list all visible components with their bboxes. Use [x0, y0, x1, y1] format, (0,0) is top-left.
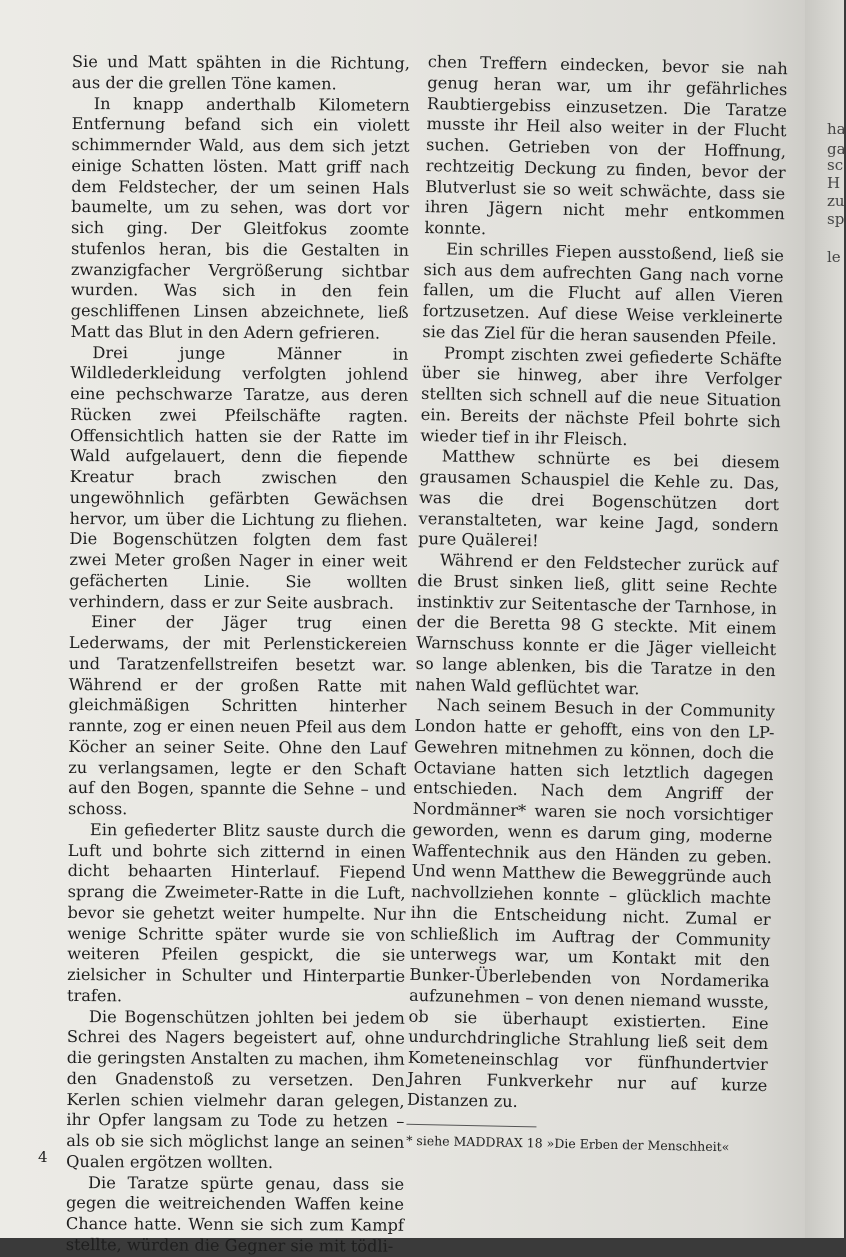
- paragraph: Während er den Feldstecher zurück auf die Brust sinken ließ, glitt seine Rechte instinktiv zur Seitentasche der Tarnhose, in der die Beretta 98 G steckte. Mit einem Warnschuss konnte er die Jäger vielleicht so lange ablenken, bis die Taratze in den nahen Wald geflüchtet war.: [415, 550, 778, 698]
- paragraph: Die Bogenschützen johlten bei jedem Schrei des Nagers begeistert auf, ohne die geringsten Anstalten zu machen, ihm den Gnadenstoß zu versetzen. Den Kerlen schien vielmehr daran gelegen, ihr Opfer langsam zu Tode zu hetzen – als ob sie sich möglichst lange an seinen Qualen ergötzen wollten.: [66, 1006, 405, 1172]
- next-page-fragment: le: [827, 248, 841, 266]
- paragraph: Matthew schnürte es bei diesem grausamen Schauspiel die Kehle zu. Das, was die drei Bogenschützen dort veranstalteten, war keine Jagd, sondern pure Quälerei!: [418, 446, 781, 551]
- right-column: [406, 52, 788, 1156]
- paragraph: chen Treffern eindecken, bevor sie nah genug heran war, um ihr gefährliches Raubtiergebiss einzusetzen. Die Taratze musste ihr Heil also weiter in der Flucht suchen. Getrieben von der Hoffnung, rechtzeitig Deckung zu finden, bevor der Blutverlust sie so weit schwächte, dass sie ihren Jägern nicht mehr entkommen konnte.: [424, 52, 788, 239]
- paragraph: Einer der Jäger trug einen Lederwams, der mit Perlenstickereien und Taratzenfellstreifen besetzt war. Während er der großen Ratte mit gleichmäßigen Schritten hinterher rannte, zog er einen neuen Pfeil aus dem Köcher an seiner Seite. Ohne den Lauf zu verlangsamen, legte er den Schaft auf den Bogen, spannte die Sehne – und schoss.: [67, 612, 408, 819]
- next-page-fragment: ha: [827, 120, 846, 138]
- paragraph: Drei junge Männer in Wildlederkleidung verfolgten johlend eine pechschwarze Taratze, aus deren Rücken zwei Pfeilschäfte ragten. Offensichtlich hatten sie der Ratte im Wald aufgelauert, denn die fiepende Kreatur brach zwischen den ungewöhnlich gefärbten Gewächsen hervor, um über die Lichtung zu fliehen. Die Bogenschützen folgten dem fast zwei Meter großen Nager in einer weit gefächerten Linie. Sie wollten verhindern, dass er zur Seite ausbrach.: [69, 342, 409, 613]
- paragraph: In knapp anderthalb Kilometern Entfernung befand sich ein violett schimmernder Wald, aus dem sich jetzt einige Schatten lösten. Matt griff nach dem Feldstecher, der um seinen Hals baumelte, um zu sehen, was dort vor sich ging. Der Gleitfokus zoomte stufenlos heran, bis die Gestalten in zwanzigfacher Vergrößerung sichtbar wurden. Was sich in den fein geschliffenen Linsen abzeichnete, ließ Matt das Blut in den Adern gefrieren.: [70, 93, 410, 343]
- next-page-fragment: zu: [827, 192, 845, 210]
- left-column: [66, 52, 410, 1257]
- paragraph: Nach seinem Besuch in der Community London hatte er gehofft, eins von den LP-Gewehren mitnehmen zu können, doch die Octaviane hatten sich letztlich dagegen entschieden. Nach dem Angriff der Nordmänner* waren sie noch vorsichtiger geworden, wenn es darum ging, moderne Waffentechnik aus den Händen zu geben. Und wenn Matthew die Beweggründe auch nachvollziehen konnte – glücklich machte ihn die Entscheidung nicht. Zumal er schließlich im Auftrag der Community unterwegs war, um Kontakt mit den Bunker-Überlebenden von Nordamerika aufzunehmen – von denen niemand wusste, ob sie überhaupt existierten. Eine undurchdringliche Strahlung ließ seit dem Kometeneinschlag vor fünfhundertvier Jahren Funkverkehr nur auf kurze Distanzen zu.: [406, 695, 776, 1111]
- next-page-fragment: sp: [827, 210, 845, 228]
- paragraph: Sie und Matt spähten in die Richtung, aus der die grellen Töne kamen.: [71, 52, 410, 94]
- paragraph: Ein gefiederter Blitz sauste durch die Luft und bohrte sich zitternd in einen dicht behaarten Hinterlauf. Fiepend sprang die Zweimeter-Ratte in die Luft, bevor sie gehetzt weiter humpelte. Nur wenige Schritte später wurde sie von weiteren Pfeilen gespickt, die sie zielsicher in Schulter und Hinterpartie trafen.: [67, 819, 406, 1006]
- next-page-edge: [805, 0, 844, 1238]
- paragraph: Ein schrilles Fiepen ausstoßend, ließ sie sich aus dem aufrechten Gang nach vorne fallen, um die Flucht auf allen Vieren fortzusetzen. Auf diese Weise verkleinerte sie das Ziel für die heran sausenden Pfeile.: [422, 239, 785, 348]
- paragraph: Prompt zischten zwei gefiederte Schäfte über sie hinweg, aber ihre Verfolger stellten sich schnell auf die neue Situation ein. Bereits der nächste Pfeil bohrte sich wieder tief in ihr Fleisch.: [420, 342, 783, 449]
- footnote-rule: [406, 1124, 536, 1128]
- paragraph: Die Taratze spürte genau, dass sie gegen die weitreichenden Waffen keine Chance hatte. Wenn sie sich zum Kampf stellte, würden die Gegner sie mit tödli-: [65, 1172, 405, 1256]
- footnote: * siehe MADDRAX 18 »Die Erben der Menschheit«: [405, 1133, 730, 1155]
- next-page-fragment: H: [827, 174, 841, 192]
- next-page-fragment: ga: [827, 140, 846, 158]
- page-number: 4: [38, 1148, 48, 1166]
- next-page-fragment: sc: [827, 156, 844, 174]
